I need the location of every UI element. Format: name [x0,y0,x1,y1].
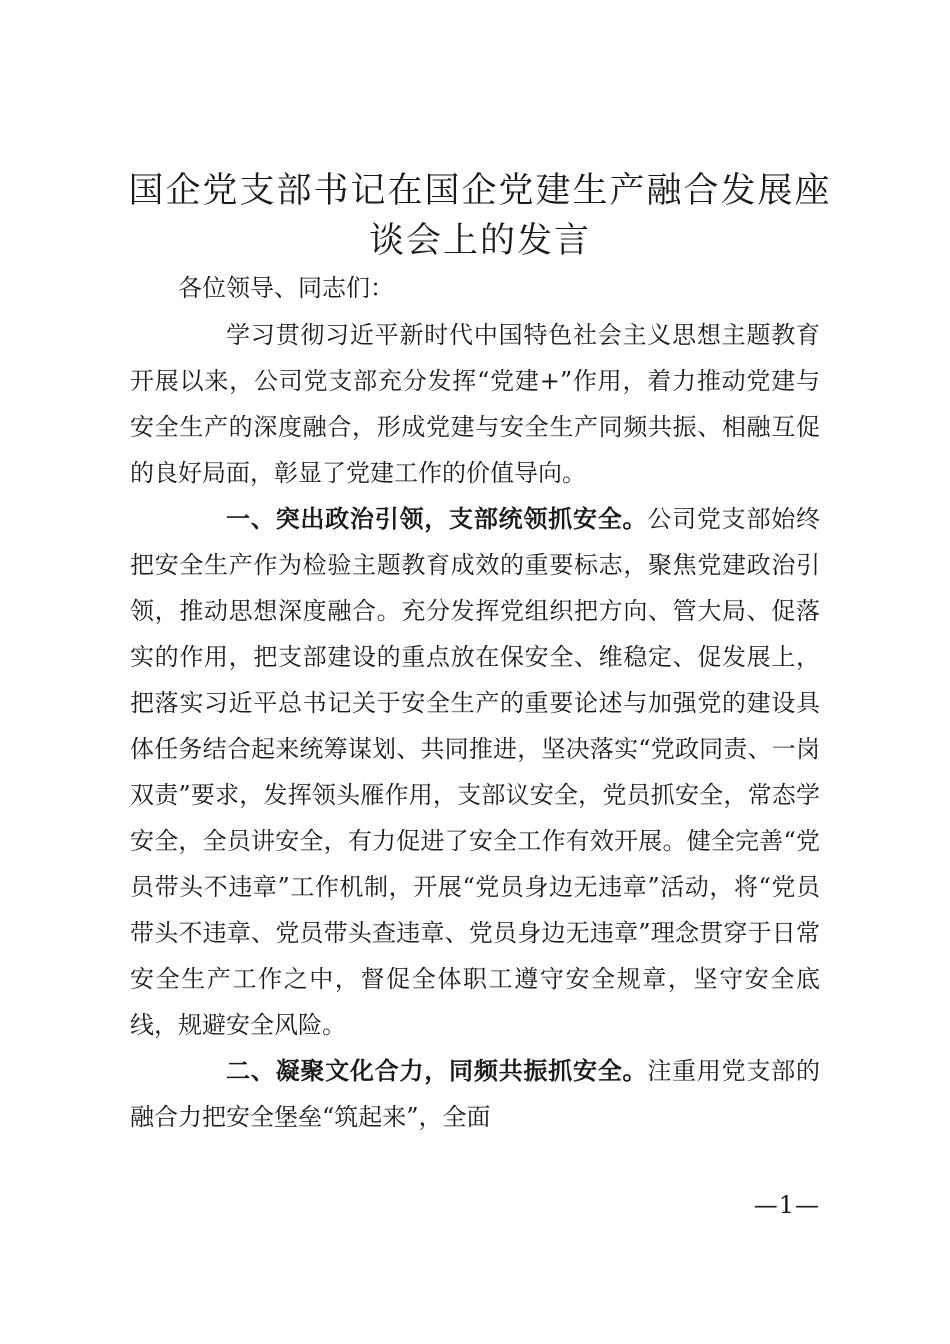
salutation: 各位领导、同志们： [178,274,394,302]
document-title: 国企党支部书记在国企党建生产融合发展座谈会上的发言 [128,171,832,261]
page-number: —1— [753,1191,820,1219]
paragraph-section-two [130,1048,820,1140]
section-one-text: 公司党支部始终把安全生产作为检验主题教育成效的重要标志，聚焦党建政治引领，推动思想深度融合。充分发挥党组织把方向、管大局、促落实的作用，把支部建设的重点放在保安全、维稳定、促发展上，把落实习近平总书记关于安全生产的重要论述与加强党的建设具体任务结合起来统筹谋划、共同推进，坚决落实“党政同责、一岗双责”要求，发挥领头雁作用，支部议安全，党员抓安全，常态学安全，全员讲安全，有力促进了安全工作有效开展。健全完善“党员带头不违章”工作机制，开展“党员身边无违章”活动，将“党员带头不违章、党员带头查违章、党员身边无违章”理念贯穿于日常安全生产工作之中，督促全体职工遵守安全规章，坚守安全底线，规避安全风险。 [130,505,821,1039]
section-two-heading: 二、凝聚文化合力，同频共振抓安全。 [226,1057,648,1085]
section-one-heading: 一、突出政治引领，支部统领抓安全。 [226,505,648,533]
paragraph-intro-text: 学习贯彻习近平新时代中国特色社会主义思想主题教育开展以来，公司党支部充分发挥“党建+”作用，着力推动党建与安全生产的深度融合，形成党建与安全生产同频共振、相融互促的良好局面，彰显了党建工作的价值导向。 [130,321,820,487]
paragraph-intro [130,312,820,496]
paragraph-section-one [130,496,820,1048]
section-two-text: 注重用党支部的融合力把安全堡垒“筑起来”，全面 [130,1057,821,1131]
